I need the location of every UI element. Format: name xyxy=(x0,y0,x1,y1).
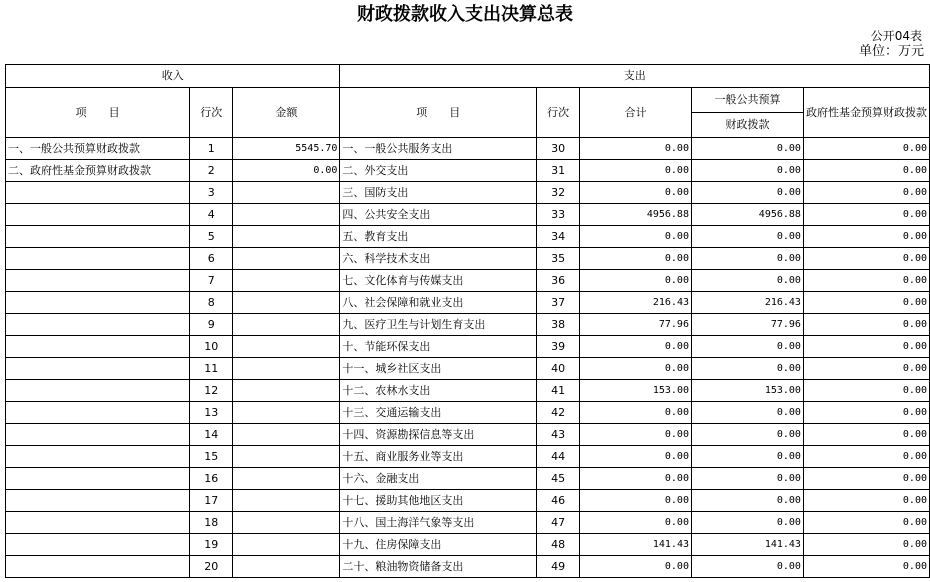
table-row xyxy=(6,292,930,314)
table-row xyxy=(6,248,930,270)
expense-item-cell: 十三、交通运输支出 xyxy=(340,402,537,424)
gov-fund-cell: 0.00 xyxy=(803,226,929,248)
income-amount-cell xyxy=(233,534,340,556)
total-cell: 4956.88 xyxy=(580,204,692,226)
unit-label: 单位：万元 xyxy=(858,44,924,59)
income-amount-cell xyxy=(233,204,340,226)
gov-fund-cell: 0.00 xyxy=(803,380,929,402)
gov-fund-cell: 0.00 xyxy=(803,534,929,556)
expense-item-cell: 二、外交支出 xyxy=(340,160,537,182)
income-item-cell: 二、政府性基金预算财政拨款 xyxy=(6,160,190,182)
income-line-no-cell: 2 xyxy=(190,160,233,182)
table-row xyxy=(6,138,930,160)
income-item-cell xyxy=(6,424,190,446)
general-budget-cell: 0.00 xyxy=(691,512,803,534)
expense-line-no-cell: 39 xyxy=(537,336,580,358)
total-cell: 153.00 xyxy=(580,380,692,402)
report-title: 财政拨款收入支出决算总表 xyxy=(357,4,573,25)
expense-item-cell: 十四、资源勘探信息等支出 xyxy=(340,424,537,446)
header-income-amount: 金额 xyxy=(233,88,340,138)
income-item-cell xyxy=(6,336,190,358)
gov-fund-cell: 0.00 xyxy=(803,160,929,182)
income-amount-cell xyxy=(233,314,340,336)
expense-item-cell: 五、教育支出 xyxy=(340,226,537,248)
general-budget-cell: 0.00 xyxy=(691,402,803,424)
table-row xyxy=(6,226,930,248)
expense-item-cell: 六、科学技术支出 xyxy=(340,248,537,270)
table-row xyxy=(6,204,930,226)
table-row xyxy=(6,446,930,468)
gov-fund-cell: 0.00 xyxy=(803,336,929,358)
income-amount-cell xyxy=(233,402,340,424)
total-cell: 0.00 xyxy=(580,138,692,160)
income-item-cell xyxy=(6,402,190,424)
general-budget-cell: 0.00 xyxy=(691,270,803,292)
income-amount-cell xyxy=(233,248,340,270)
income-amount-cell xyxy=(233,292,340,314)
income-line-no-cell: 6 xyxy=(190,248,233,270)
total-cell: 216.43 xyxy=(580,292,692,314)
income-item-cell xyxy=(6,468,190,490)
expense-line-no-cell: 46 xyxy=(537,490,580,512)
income-item-cell xyxy=(6,490,190,512)
expense-item-cell: 十二、农林水支出 xyxy=(340,380,537,402)
general-budget-cell: 0.00 xyxy=(691,138,803,160)
general-budget-cell: 0.00 xyxy=(691,248,803,270)
expense-item-cell: 二十、粮油物资储备支出 xyxy=(340,556,537,578)
total-cell: 0.00 xyxy=(580,226,692,248)
expense-item-cell: 三、国防支出 xyxy=(340,182,537,204)
general-budget-cell: 141.43 xyxy=(691,534,803,556)
total-cell: 0.00 xyxy=(580,336,692,358)
income-amount-cell xyxy=(233,270,340,292)
table-row xyxy=(6,358,930,380)
income-amount-cell xyxy=(233,336,340,358)
income-line-no-cell: 10 xyxy=(190,336,233,358)
expense-line-no-cell: 32 xyxy=(537,182,580,204)
gov-fund-cell: 0.00 xyxy=(803,204,929,226)
expense-line-no-cell: 38 xyxy=(537,314,580,336)
total-cell: 0.00 xyxy=(580,160,692,182)
income-item-cell xyxy=(6,204,190,226)
income-line-no-cell: 3 xyxy=(190,182,233,204)
gov-fund-cell: 0.00 xyxy=(803,446,929,468)
total-cell: 77.96 xyxy=(580,314,692,336)
income-line-no-cell: 4 xyxy=(190,204,233,226)
table-row xyxy=(6,336,930,358)
gov-fund-cell: 0.00 xyxy=(803,556,929,578)
income-line-no-cell: 20 xyxy=(190,556,233,578)
header-expense: 支出 xyxy=(340,65,930,88)
income-item-cell xyxy=(6,270,190,292)
income-amount-cell xyxy=(233,512,340,534)
general-budget-cell: 0.00 xyxy=(691,160,803,182)
total-cell: 0.00 xyxy=(580,270,692,292)
expense-item-cell: 十八、国土海洋气象等支出 xyxy=(340,512,537,534)
income-line-no-cell: 12 xyxy=(190,380,233,402)
expense-line-no-cell: 35 xyxy=(537,248,580,270)
expense-item-cell: 十七、援助其他地区支出 xyxy=(340,490,537,512)
general-budget-cell: 0.00 xyxy=(691,358,803,380)
expense-item-cell: 八、社会保障和就业支出 xyxy=(340,292,537,314)
general-budget-cell: 0.00 xyxy=(691,556,803,578)
gov-fund-cell: 0.00 xyxy=(803,468,929,490)
header-expense-item: 项 目 xyxy=(340,88,537,138)
expense-line-no-cell: 40 xyxy=(537,358,580,380)
expense-line-no-cell: 48 xyxy=(537,534,580,556)
form-code: 公开04表 xyxy=(870,29,922,43)
table-row xyxy=(6,468,930,490)
income-amount-cell xyxy=(233,468,340,490)
income-amount-cell xyxy=(233,556,340,578)
income-line-no-cell: 19 xyxy=(190,534,233,556)
table-row xyxy=(6,490,930,512)
gov-fund-cell: 0.00 xyxy=(803,292,929,314)
income-amount-cell xyxy=(233,380,340,402)
general-budget-cell: 77.96 xyxy=(691,314,803,336)
income-item-cell xyxy=(6,248,190,270)
gov-fund-cell: 0.00 xyxy=(803,512,929,534)
income-amount-cell xyxy=(233,490,340,512)
header-fiscal-allocation: 财政拨款 xyxy=(691,113,803,138)
income-line-no-cell: 17 xyxy=(190,490,233,512)
income-item-cell xyxy=(6,358,190,380)
income-line-no-cell: 18 xyxy=(190,512,233,534)
general-budget-cell: 0.00 xyxy=(691,446,803,468)
expense-line-no-cell: 45 xyxy=(537,468,580,490)
income-amount-cell xyxy=(233,182,340,204)
header-income-line-no: 行次 xyxy=(190,88,233,138)
table-row xyxy=(6,160,930,182)
gov-fund-cell: 0.00 xyxy=(803,248,929,270)
table-row xyxy=(6,270,930,292)
header-expense-line-no: 行次 xyxy=(537,88,580,138)
expense-line-no-cell: 49 xyxy=(537,556,580,578)
total-cell: 0.00 xyxy=(580,512,692,534)
header-gov-fund: 政府性基金预算财政拨款 xyxy=(803,88,929,138)
table-row xyxy=(6,556,930,578)
income-amount-cell xyxy=(233,226,340,248)
general-budget-cell: 4956.88 xyxy=(691,204,803,226)
total-cell: 0.00 xyxy=(580,248,692,270)
general-budget-cell: 0.00 xyxy=(691,226,803,248)
expense-line-no-cell: 31 xyxy=(537,160,580,182)
expense-item-cell: 一、一般公共服务支出 xyxy=(340,138,537,160)
expense-line-no-cell: 30 xyxy=(537,138,580,160)
total-cell: 0.00 xyxy=(580,446,692,468)
total-cell: 0.00 xyxy=(580,182,692,204)
total-cell: 0.00 xyxy=(580,468,692,490)
income-item-cell xyxy=(6,512,190,534)
income-item-cell xyxy=(6,446,190,468)
income-item-cell xyxy=(6,182,190,204)
income-amount-cell xyxy=(233,358,340,380)
general-budget-cell: 0.00 xyxy=(691,490,803,512)
table-row xyxy=(6,380,930,402)
expense-item-cell: 七、文化体育与传媒支出 xyxy=(340,270,537,292)
expense-item-cell: 十、节能环保支出 xyxy=(340,336,537,358)
expense-line-no-cell: 44 xyxy=(537,446,580,468)
expense-line-no-cell: 37 xyxy=(537,292,580,314)
general-budget-cell: 0.00 xyxy=(691,182,803,204)
budget-summary-table xyxy=(5,64,930,578)
income-line-no-cell: 15 xyxy=(190,446,233,468)
expense-item-cell: 四、公共安全支出 xyxy=(340,204,537,226)
income-line-no-cell: 1 xyxy=(190,138,233,160)
gov-fund-cell: 0.00 xyxy=(803,270,929,292)
expense-line-no-cell: 33 xyxy=(537,204,580,226)
general-budget-cell: 216.43 xyxy=(691,292,803,314)
table-row xyxy=(6,534,930,556)
expense-line-no-cell: 42 xyxy=(537,402,580,424)
expense-item-cell: 十五、商业服务业等支出 xyxy=(340,446,537,468)
income-amount-cell xyxy=(233,446,340,468)
income-line-no-cell: 13 xyxy=(190,402,233,424)
income-item-cell xyxy=(6,226,190,248)
header-row-columns xyxy=(6,88,930,113)
gov-fund-cell: 0.00 xyxy=(803,424,929,446)
table-row xyxy=(6,182,930,204)
expense-item-cell: 十六、金融支出 xyxy=(340,468,537,490)
expense-item-cell: 十九、住房保障支出 xyxy=(340,534,537,556)
income-line-no-cell: 7 xyxy=(190,270,233,292)
header-income-item: 项 目 xyxy=(6,88,190,138)
header-general-budget: 一般公共预算 xyxy=(691,88,803,113)
gov-fund-cell: 0.00 xyxy=(803,490,929,512)
total-cell: 0.00 xyxy=(580,556,692,578)
income-amount-cell: 5545.70 xyxy=(233,138,340,160)
income-item-cell xyxy=(6,380,190,402)
income-line-no-cell: 5 xyxy=(190,226,233,248)
income-amount-cell xyxy=(233,424,340,446)
expense-line-no-cell: 34 xyxy=(537,226,580,248)
income-line-no-cell: 16 xyxy=(190,468,233,490)
header-row-section xyxy=(6,65,930,88)
total-cell: 141.43 xyxy=(580,534,692,556)
expense-item-cell: 十一、城乡社区支出 xyxy=(340,358,537,380)
income-line-no-cell: 11 xyxy=(190,358,233,380)
gov-fund-cell: 0.00 xyxy=(803,402,929,424)
income-item-cell xyxy=(6,556,190,578)
table-row xyxy=(6,512,930,534)
expense-line-no-cell: 36 xyxy=(537,270,580,292)
general-budget-cell: 0.00 xyxy=(691,424,803,446)
table-row xyxy=(6,424,930,446)
gov-fund-cell: 0.00 xyxy=(803,182,929,204)
income-line-no-cell: 14 xyxy=(190,424,233,446)
general-budget-cell: 0.00 xyxy=(691,468,803,490)
income-item-cell: 一、一般公共预算财政拨款 xyxy=(6,138,190,160)
income-line-no-cell: 8 xyxy=(190,292,233,314)
gov-fund-cell: 0.00 xyxy=(803,138,929,160)
gov-fund-cell: 0.00 xyxy=(803,358,929,380)
general-budget-cell: 153.00 xyxy=(691,380,803,402)
income-item-cell xyxy=(6,314,190,336)
general-budget-cell: 0.00 xyxy=(691,336,803,358)
income-item-cell xyxy=(6,534,190,556)
expense-item-cell: 九、医疗卫生与计划生育支出 xyxy=(340,314,537,336)
income-item-cell xyxy=(6,292,190,314)
header-total: 合计 xyxy=(580,88,692,138)
total-cell: 0.00 xyxy=(580,424,692,446)
total-cell: 0.00 xyxy=(580,490,692,512)
table-row xyxy=(6,314,930,336)
gov-fund-cell: 0.00 xyxy=(803,314,929,336)
total-cell: 0.00 xyxy=(580,402,692,424)
expense-line-no-cell: 47 xyxy=(537,512,580,534)
header-income: 收入 xyxy=(6,65,340,88)
total-cell: 0.00 xyxy=(580,358,692,380)
expense-line-no-cell: 41 xyxy=(537,380,580,402)
income-line-no-cell: 9 xyxy=(190,314,233,336)
table-row xyxy=(6,402,930,424)
income-amount-cell: 0.00 xyxy=(233,160,340,182)
expense-line-no-cell: 43 xyxy=(537,424,580,446)
